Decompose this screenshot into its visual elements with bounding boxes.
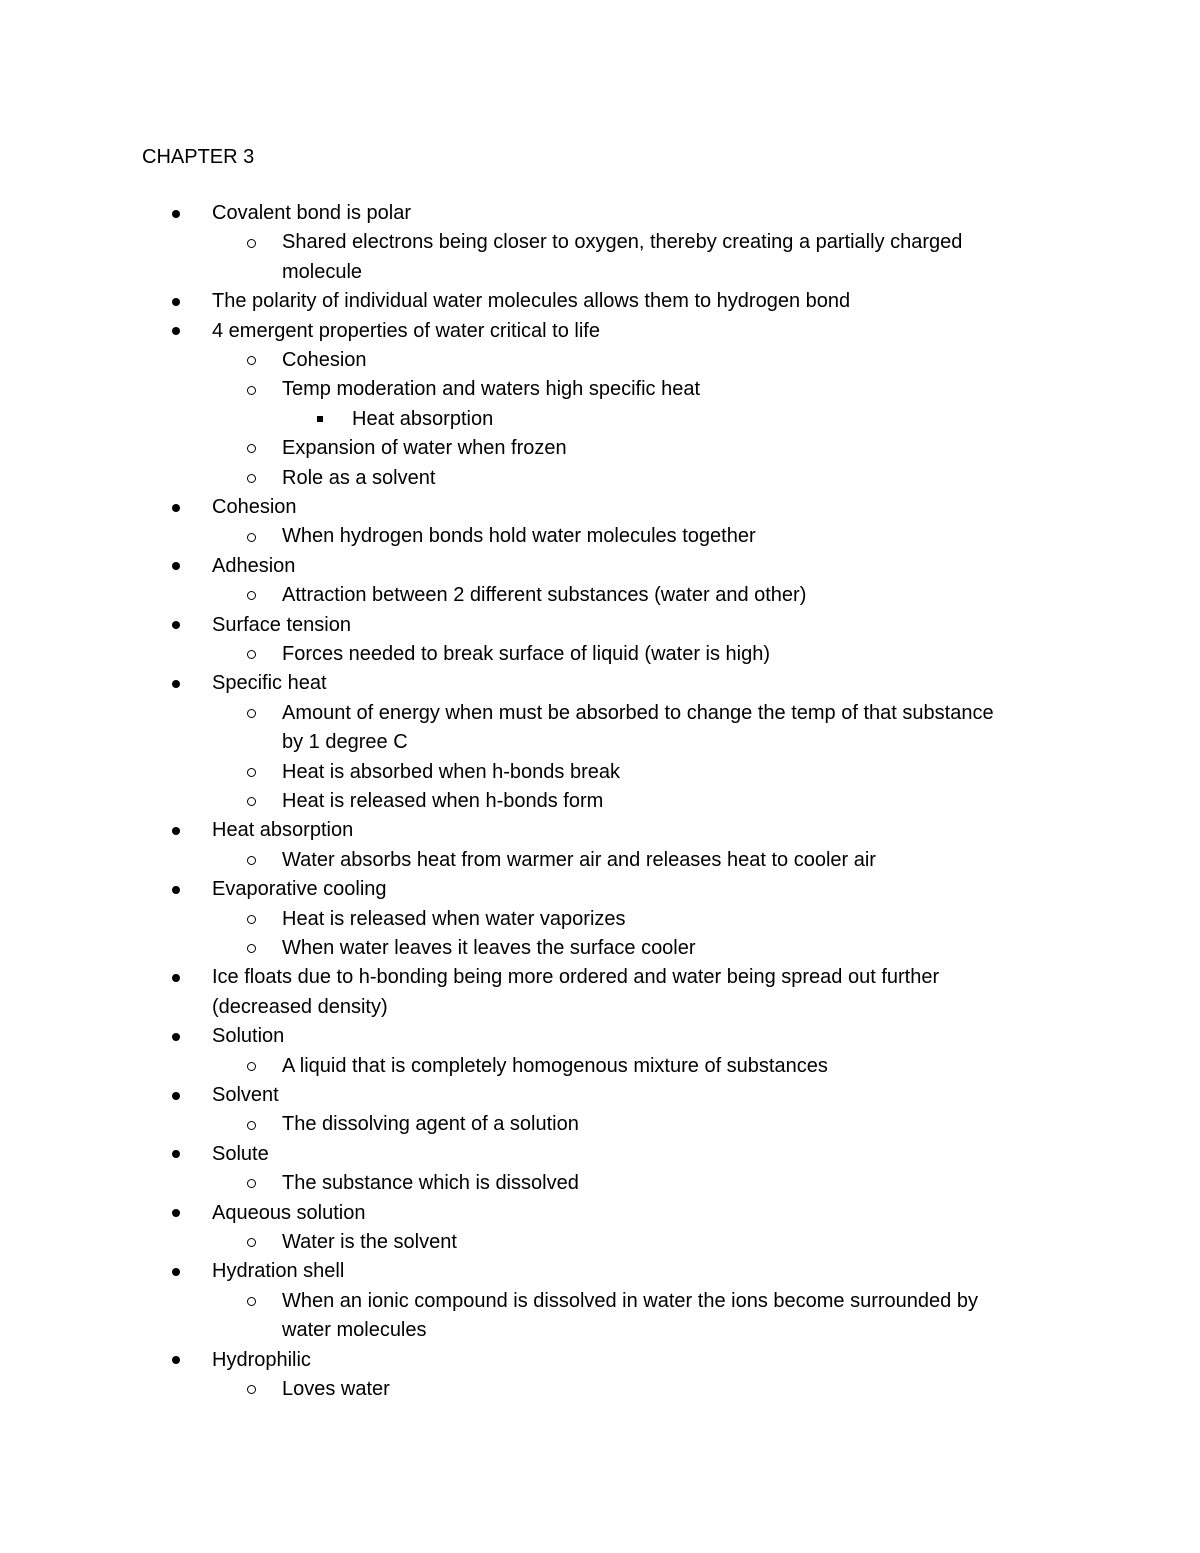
outline-item-level-2 [282, 699, 994, 728]
outline-item-text: Heat absorption [352, 407, 494, 430]
bullet-dot-icon [172, 1081, 180, 1110]
outline-item-level-2 [282, 934, 696, 963]
outline-item-text: Solution [212, 1025, 285, 1048]
outline-item-level-2 [282, 522, 756, 551]
outline-item-text: Forces needed to break surface of liquid (water is high) [282, 643, 771, 665]
bullet-dot-icon [172, 552, 180, 581]
outline-item-level-1 [212, 287, 850, 316]
outline-item-text: Expansion of water when frozen [282, 437, 567, 460]
outline-item-level-1 [212, 1022, 284, 1051]
outline-item-level-2 [282, 258, 362, 287]
outline-item-text: Solvent [212, 1084, 279, 1106]
bullet-dot-icon [172, 493, 180, 522]
outline-item-level-2 [282, 1375, 390, 1404]
outline-item-level-2 [282, 434, 567, 463]
outline-item-text: Cohesion [212, 496, 297, 518]
outline-item-text: When an ionic compound is dissolved in water the ions become surrounded by [282, 1289, 978, 1312]
outline-item-level-1 [212, 1081, 279, 1110]
outline-item-text: by 1 degree C [282, 731, 408, 754]
outline-item-level-2 [282, 228, 962, 257]
outline-item-level-2 [282, 581, 806, 610]
outline-item-text: The dissolving agent of a solution [282, 1113, 579, 1136]
outline-item-level-2 [282, 728, 408, 757]
outline-item-text: When water leaves it leaves the surface cooler [282, 937, 696, 959]
outline-item-text: water molecules [282, 1319, 427, 1342]
bullet-circle-icon [247, 1287, 256, 1316]
outline-item-text: Loves water [282, 1378, 390, 1400]
bullet-square-icon [317, 405, 323, 434]
outline-item-text: Cohesion [282, 349, 367, 371]
outline-item-level-2 [282, 346, 367, 375]
outline-item-level-3 [352, 405, 493, 434]
outline-item-level-1 [212, 669, 327, 698]
outline-item-level-1 [212, 1199, 365, 1228]
bullet-dot-icon [172, 1199, 180, 1228]
outline-item-text: Heat absorption [212, 819, 354, 842]
bullet-circle-icon [247, 581, 256, 610]
outline-item-level-2 [282, 375, 700, 404]
bullet-dot-icon [172, 875, 180, 904]
outline-item-level-1 [212, 1257, 344, 1286]
outline-item-level-2 [282, 640, 770, 669]
outline-item-level-1 [212, 875, 387, 904]
outline-item-level-2 [282, 905, 626, 934]
bullet-circle-icon [247, 346, 256, 375]
outline-item-text: The substance which is dissolved [282, 1172, 579, 1195]
outline-item-text: Evaporative cooling [212, 878, 387, 901]
outline-item-level-2 [282, 846, 876, 875]
outline-item-text: Attraction between 2 different substances (water and other) [282, 584, 807, 607]
outline-item-text: Hydration shell [212, 1260, 345, 1283]
outline-item-level-2 [282, 1052, 828, 1081]
outline-item-text: Water is the solvent [282, 1231, 457, 1253]
outline-item-level-2 [282, 1287, 978, 1316]
bullet-dot-icon [172, 1140, 180, 1169]
outline-item-level-2 [282, 1316, 427, 1345]
outline-item-text: Aqueous solution [212, 1201, 366, 1224]
outline-item-text: Heat is released when water vaporizes [282, 907, 626, 930]
outline-item-level-2 [282, 1169, 579, 1198]
bullet-circle-icon [247, 758, 256, 787]
bullet-dot-icon [172, 1022, 180, 1051]
outline-item-level-1 [212, 963, 939, 992]
bullet-circle-icon [247, 375, 256, 404]
bullet-circle-icon [247, 699, 256, 728]
bullet-dot-icon [172, 199, 180, 228]
bullet-dot-icon [172, 816, 180, 845]
outline-item-level-2 [282, 1110, 579, 1139]
bullet-dot-icon [172, 611, 180, 640]
outline-item-text: Solute [212, 1142, 269, 1165]
outline-item-text: Water absorbs heat from warmer air and releases heat to cooler air [282, 848, 876, 871]
outline-item-text: (decreased density) [212, 995, 388, 1018]
outline-item-level-2 [282, 787, 603, 816]
outline-item-level-1 [212, 993, 388, 1022]
outline-item-level-2 [282, 1228, 457, 1257]
bullet-circle-icon [247, 640, 256, 669]
outline-item-text: 4 emergent properties of water critical to life [212, 319, 600, 342]
outline-item-level-2 [282, 464, 435, 493]
outline-item-level-1 [212, 1346, 311, 1375]
bullet-dot-icon [172, 287, 180, 316]
outline-item-text: Role as a solvent [282, 466, 436, 489]
bullet-dot-icon [172, 1257, 180, 1286]
bullet-circle-icon [247, 934, 256, 963]
bullet-dot-icon [172, 317, 180, 346]
outline-item-text: When hydrogen bonds hold water molecules together [282, 525, 756, 548]
outline-item-text: Covalent bond is polar [212, 202, 412, 224]
outline-item-text: Temp moderation and waters high specific heat [282, 378, 701, 401]
bullet-circle-icon [247, 464, 256, 493]
outline-item-level-1 [212, 199, 411, 228]
outline-item-text: Amount of energy when must be absorbed to change the temp of that substance [282, 701, 994, 724]
outline-item-text: The polarity of individual water molecules allows them to hydrogen bond [212, 290, 851, 313]
bullet-circle-icon [247, 1375, 256, 1404]
bullet-circle-icon [247, 228, 256, 257]
outline-item-level-2 [282, 758, 620, 787]
outline-item-level-1 [212, 317, 600, 346]
outline-item-text: Heat is absorbed when h-bonds break [282, 760, 620, 783]
bullet-circle-icon [247, 905, 256, 934]
bullet-circle-icon [247, 522, 256, 551]
chapter-title: CHAPTER 3 [142, 146, 255, 168]
bullet-circle-icon [247, 787, 256, 816]
outline-item-text: Ice floats due to h-bonding being more ordered and water being spread out further [212, 966, 940, 989]
outline-item-level-1 [212, 493, 297, 522]
bullet-circle-icon [247, 1052, 256, 1081]
bullet-dot-icon [172, 963, 180, 992]
bullet-dot-icon [172, 669, 180, 698]
outline-item-level-1 [212, 1140, 269, 1169]
bullet-dot-icon [172, 1346, 180, 1375]
outline-item-text: Shared electrons being closer to oxygen, thereby creating a partially charged [282, 231, 963, 254]
bullet-circle-icon [247, 1169, 256, 1198]
outline-item-level-1 [212, 611, 351, 640]
outline-item-text: A liquid that is completely homogenous mixture of substances [282, 1054, 828, 1077]
bullet-circle-icon [247, 1110, 256, 1139]
bullet-circle-icon [247, 846, 256, 875]
outline-item-text: Adhesion [212, 554, 296, 577]
bullet-circle-icon [247, 1228, 256, 1257]
bullet-circle-icon [247, 434, 256, 463]
outline-item-level-1 [212, 552, 295, 581]
outline-item-text: Specific heat [212, 672, 327, 695]
outline-item-text: Hydrophilic [212, 1348, 311, 1371]
outline-item-level-1 [212, 816, 353, 845]
outline-item-text: molecule [282, 260, 363, 283]
outline-item-text: Heat is released when h-bonds form [282, 790, 604, 812]
outline-item-text: Surface tension [212, 613, 351, 636]
